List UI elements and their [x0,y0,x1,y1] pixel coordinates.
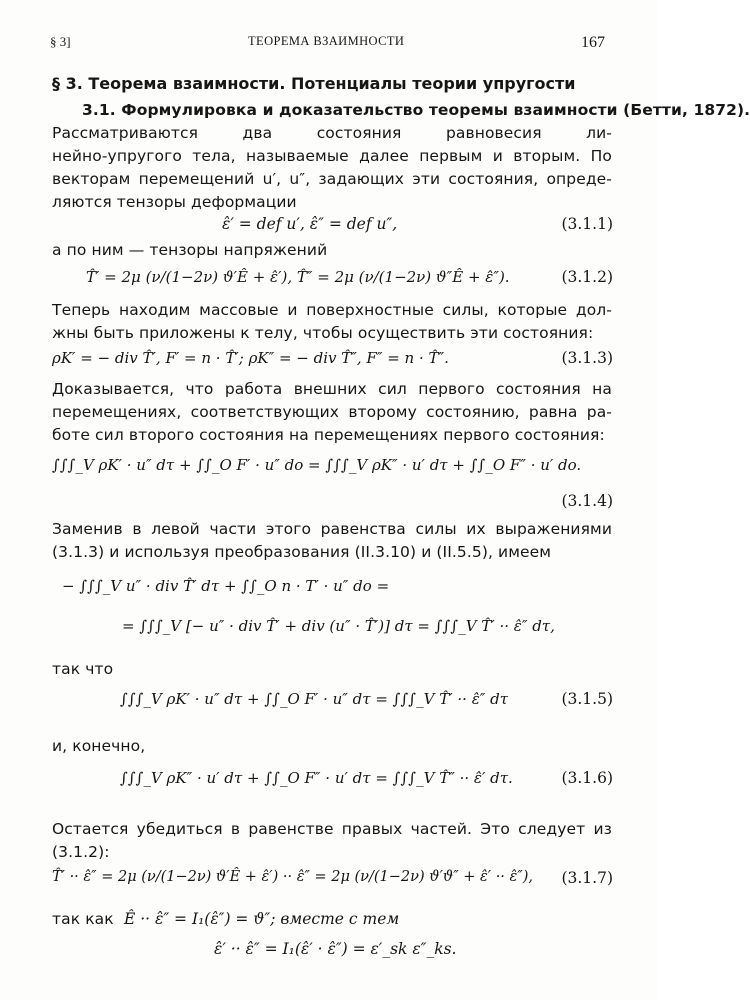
equation-number-3-1-1: (3.1.1) [561,215,613,233]
p1-line2: нейно-упругого тела, называемые далее первым и вторым. По [52,147,612,165]
p1-line3: векторам перемещений u′, u″, задающих эти состояния, опреде- [52,170,612,188]
equation-3-1-2: T̂′ = 2μ (ν/(1−2ν) ϑ′Ê + ε̂′), T̂″ = 2μ (ν/(1−2ν) ϑ″Ê + ε̂″). [86,268,510,286]
equation-last-line2: ε̂′ ·· ε̂″ = I₁(ε̂′ · ε̂″) = ε′_sk ε″_ks. [214,940,457,958]
equation-chain-line2: = ∫∫∫_V [− u″ · div T̂′ + div (u″ · T̂′)] dτ = ∫∫∫_V T̂′ ·· ε̂″ dτ, [122,617,555,635]
p3-line2: жны быть приложены к телу, чтобы осуществить эти состояния: [52,324,594,342]
equation-number-3-1-5: (3.1.5) [561,690,613,708]
header-section-ref: § 3] [50,34,71,49]
header-page-number: 167 [581,34,605,51]
equation-number-3-1-2: (3.1.2) [561,268,613,286]
p4-line1: Доказывается, что работа внешних сил первого состояния на [52,380,612,398]
p9-lead: так как [52,910,114,928]
equation-number-3-1-3: (3.1.3) [561,349,613,367]
equation-3-1-4: ∫∫∫_V ρK′ · u″ dτ + ∫∫_O F′ · u″ do = ∫∫∫_V ρK″ · u′ dτ + ∫∫_O F″ · u′ do. [52,456,582,474]
equation-number-3-1-4: (3.1.4) [561,492,613,510]
p1-line4: ляются тензоры деформации [52,193,297,211]
section-title: § 3. Теорема взаимности. Потенциалы теории упругости [52,74,576,93]
equation-3-1-1: ε̂′ = def u′, ε̂″ = def u″, [222,215,398,233]
subsection-title [82,101,750,119]
equation-3-1-5: ∫∫∫_V ρK′ · u″ dτ + ∫∫_O F′ · u″ dτ = ∫∫∫_V T̂′ ·· ε̂″ dτ [120,690,509,708]
p2: а по ним — тензоры напряжений [52,241,328,259]
equation-3-1-7: T̂′ ·· ε̂″ = 2μ (ν/(1−2ν) ϑ′Ê + ε̂′) ·· ε̂″ = 2μ (ν/(1−2ν) ϑ′ϑ″ + ε̂′ ·· ε̂″), [52,869,533,885]
p8-line2: (3.1.2): [52,843,110,861]
p3-line1: Теперь находим массовые и поверхностные силы, которые дол- [52,301,612,319]
p7: и, конечно, [52,737,146,755]
p5-line2: (3.1.3) и используя преобразования (II.3.10) и (II.5.5), имеем [52,543,552,561]
p4-line3: боте сил второго состояния на перемещениях первого состояния: [52,426,605,444]
p5-line1: Заменив в левой части этого равенства силы их выражениями [52,520,612,538]
p6: так что [52,660,114,678]
equation-number-3-1-7: (3.1.7) [561,869,613,887]
equation-last-line1: Ê ·· ε̂″ = I₁(ε̂″) = ϑ″; вместе с тем [124,910,400,928]
subsection-heading: 3.1. Формулировка и доказательство теоремы взаимности (Бетти, 1872). [82,101,750,119]
p1-line1-text: Рассматриваются два состояния равновесия ли- [52,124,612,142]
header-running-title: ТЕОРЕМА ВЗАИМНОСТИ [248,34,405,48]
equation-3-1-3: ρK′ = − div T̂′, F′ = n · T̂′; ρK″ = − div T̂″, F″ = n · T̂″. [52,349,449,367]
p4-line2: перемещениях, соответствующих второму состоянию, равна ра- [52,403,612,421]
equation-3-1-6: ∫∫∫_V ρK″ · u′ dτ + ∫∫_O F″ · u′ dτ = ∫∫∫_V T̂″ ·· ε̂′ dτ. [120,769,513,787]
equation-chain-line1: − ∫∫∫_V u″ · div T̂′ dτ + ∫∫_O n · T′ · u″ do = [62,577,390,595]
equation-number-3-1-6: (3.1.6) [561,769,613,787]
p1-line1 [52,124,612,142]
p8-line1: Остается убедиться в равенстве правых частей. Это следует из [52,820,612,838]
